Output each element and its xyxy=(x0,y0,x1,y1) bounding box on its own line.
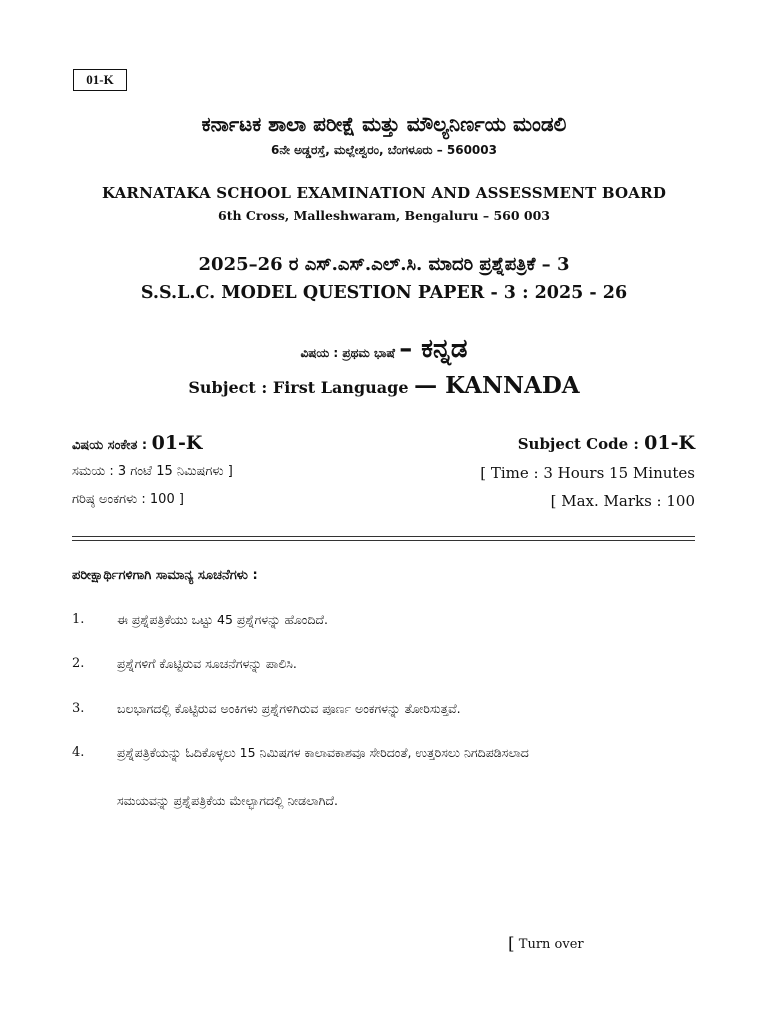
time-kannada: ಸಮಯ : 3 ಗಂಟೆ 15 ನಿಮಿಷಗಳು ] xyxy=(72,464,233,479)
turn-over-bracket: [ xyxy=(508,934,515,954)
board-name-kannada: ಕರ್ನಾಟಕ ಶಾಲಾ ಪರೀಕ್ಷೆ ಮತ್ತು ಮೌಲ್ಯನಿರ್ಣಯ ಮಂಡಲಿ xyxy=(201,112,567,136)
subject-code-english xyxy=(518,432,695,454)
instruction-number: 1. xyxy=(72,612,85,627)
subject-english-name: — KANNADA xyxy=(414,372,580,399)
instruction-number: 4. xyxy=(72,745,85,760)
board-address-english: 6th Cross, Malleshwaram, Bengaluru – 560 003 xyxy=(218,208,550,223)
instruction-text: ಪ್ರಶ್ನೆಪತ್ರಿಕೆಯನ್ನು ಓದಿಕೊಳ್ಳಲು 15 ನಿಮಿಷಗಳ ಕಾಲಾವಕಾಶವೂ ಸೇರಿದಂತೆ, ಉತ್ತರಿಸಲು ನಿಗದಿಪಡಿಸಲಾದ xyxy=(117,745,529,760)
subject-english xyxy=(0,372,768,399)
subject-kannada-name: – ಕನ್ನಡ xyxy=(399,334,468,364)
marks-kannada: ಗರಿಷ್ಠ ಅಂಕಗಳು : 100 ] xyxy=(72,492,184,507)
instruction-text: ಬಲಭಾಗದಲ್ಲಿ ಕೊಟ್ಟಿರುವ ಅಂಕಿಗಳು ಪ್ರಶ್ನೆಗಳಿಗಿರುವ ಪೂರ್ಣ ಅಂಕಗಳನ್ನು ತೋರಿಸುತ್ತವೆ. xyxy=(117,701,461,716)
instruction-text: ಈ ಪ್ರಶ್ನೆಪತ್ರಿಕೆಯು ಒಟ್ಟು 45 ಪ್ರಶ್ನೆಗಳನ್ನು ಹೊಂದಿದೆ. xyxy=(117,612,328,627)
time-english: [ Time : 3 Hours 15 Minutes xyxy=(480,464,695,482)
board-address-kannada: 6ನೇ ಅಡ್ಡರಸ್ತೆ, ಮಲ್ಲೇಶ್ವರಂ, ಬೆಂಗಳೂರು – 560003 xyxy=(271,143,497,157)
subject-english-prefix: Subject : First Language xyxy=(188,378,415,397)
subject-code-english-value: 01-K xyxy=(644,432,695,454)
board-name-english: KARNATAKA SCHOOL EXAMINATION AND ASSESSMENT BOARD xyxy=(101,184,667,202)
paper-title-english: S.S.L.C. MODEL QUESTION PAPER - 3 : 2025 - 26 xyxy=(140,283,628,303)
subject-code-english-label: Subject Code : xyxy=(517,435,645,453)
subject-kannada-prefix: ವಿಷಯ : ಪ್ರಥಮ ಭಾಷೆ xyxy=(300,346,400,360)
subject-code-kannada-label: ವಿಷಯ ಸಂಕೇತ : xyxy=(72,438,152,453)
instruction-number: 3. xyxy=(72,701,85,716)
marks-english: [ Max. Marks : 100 xyxy=(550,492,695,510)
instruction-text: ಪ್ರಶ್ನೆಗಳಿಗೆ ಕೊಟ್ಟಿರುವ ಸೂಚನೆಗಳನ್ನು ಪಾಲಿಸಿ. xyxy=(117,656,297,671)
divider-bottom xyxy=(72,540,695,541)
subject-code-kannada-value: 01-K xyxy=(151,432,203,454)
instruction-text-continued: ಸಮಯವನ್ನು ಪ್ರಶ್ನೆಪತ್ರಿಕೆಯ ಮೇಲ್ಭಾಗದಲ್ಲಿ ನೀಡಲಾಗಿದೆ. xyxy=(117,793,338,808)
paper-title-kannada: 2025–26 ರ ಎಸ್.ಎಸ್.ಎಲ್.ಸಿ. ಮಾದರಿ ಪ್ರಶ್ನೆಪತ್ರಿಕೆ – 3 xyxy=(198,254,570,275)
subject-code-kannada xyxy=(72,432,202,454)
divider-top xyxy=(72,536,695,537)
instruction-number: 2. xyxy=(72,656,85,671)
instructions-heading: ಪರೀಕ್ಷಾರ್ಥಿಗಳಿಗಾಗಿ ಸಾಮಾನ್ಯ ಸೂಚನೆಗಳು : xyxy=(72,568,258,583)
turn-over-text: Turn over xyxy=(514,937,584,952)
subject-kannada xyxy=(0,334,768,365)
turn-over-note xyxy=(508,934,584,954)
paper-code-box: 01-K xyxy=(73,69,127,91)
